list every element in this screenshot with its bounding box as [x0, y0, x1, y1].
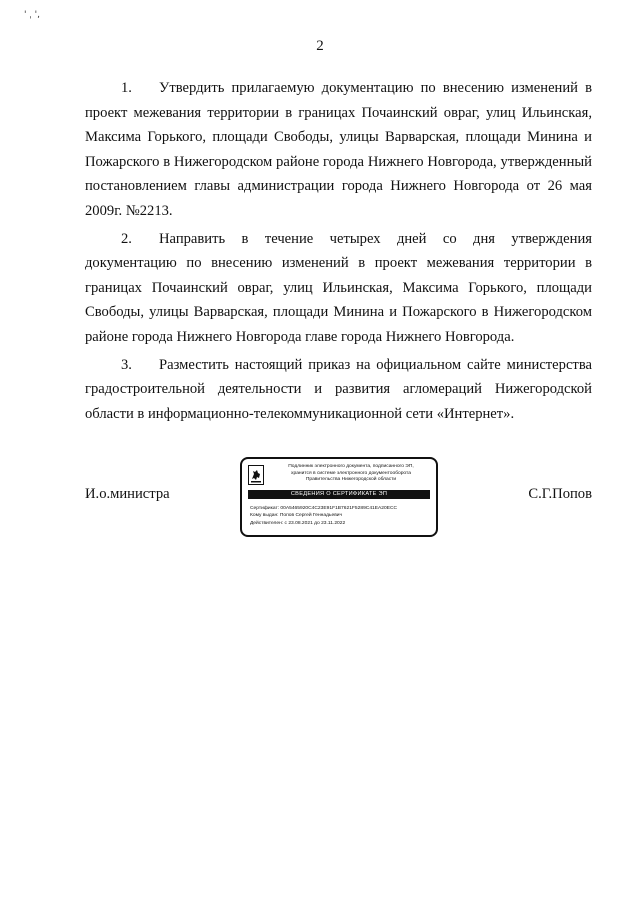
certificate-owner: Кому выдан: Попов Сергей Геннадьевич	[250, 513, 343, 519]
paragraph-2	[85, 227, 592, 350]
coat-of-arms-icon	[248, 465, 264, 485]
deer-emblem-icon	[249, 466, 263, 484]
certificate-number: Сертификат: 00A5465920C4C23E91F1B7621F5289C41EA20ECC	[250, 506, 398, 511]
signer-title: И.о.министра	[85, 486, 170, 502]
certificate-validity: Действителен: с 23.08.2021 до 23.11.2022	[250, 520, 346, 526]
document-body	[85, 76, 592, 426]
certificate-details	[250, 505, 432, 527]
paragraph-text: Направить в течение четырех дней со дня утверждения документацию по внесению изменений в проект межевания территории в границах Почаинский овраг, улиц Ильинская, Максима Горького, площади Свободы, улицы Варварская, площади Минина и Пожарского в Нижегородском районе города Нижнего Новгорода главе города Нижнего Новгорода.	[85, 230, 592, 345]
page-number: 2	[316, 38, 324, 54]
electronic-signature-stamp	[240, 457, 438, 537]
paragraph-3	[85, 353, 592, 427]
scan-corner-mark: ' ˌ ',	[24, 10, 41, 20]
paragraph-number: 3.	[121, 356, 132, 373]
stamp-header-line: хранится в системе электронного документооборота	[291, 470, 411, 476]
paragraph-text: Утвердить прилагаемую документацию по внесению изменений в проект межевания территории в границах Почаинский овраг, улиц Ильинская, Максима Горького, площади Свободы, улицы Варварская, площади Минина и Пожарского в Нижегородском районе города Нижнего Новгорода, утвержденный постановлением главы администрации города Нижнего Новгорода от 26 мая 2009г. №2213.	[85, 80, 592, 219]
paragraph-text: Разместить настоящий приказ на официальном сайте министерства градостроительной деятельности и развития агломераций Нижегородской области в информационно-телекоммуникационной сети «Интернет».	[85, 356, 592, 422]
paragraph-1	[85, 76, 592, 224]
paragraph-number: 1.	[121, 80, 132, 96]
stamp-header-line: Подлинник электронного документа, подписанного ЭП,	[288, 464, 414, 469]
signer-name: С.Г.Попов	[528, 486, 592, 502]
paragraph-number: 2.	[121, 230, 132, 247]
certificate-info-bar: СВЕДЕНИЯ О СЕРТИФИКАТЕ ЭП	[248, 490, 430, 499]
stamp-header-line: Правительства Нижегородской области	[305, 477, 397, 483]
stamp-header	[268, 464, 434, 484]
